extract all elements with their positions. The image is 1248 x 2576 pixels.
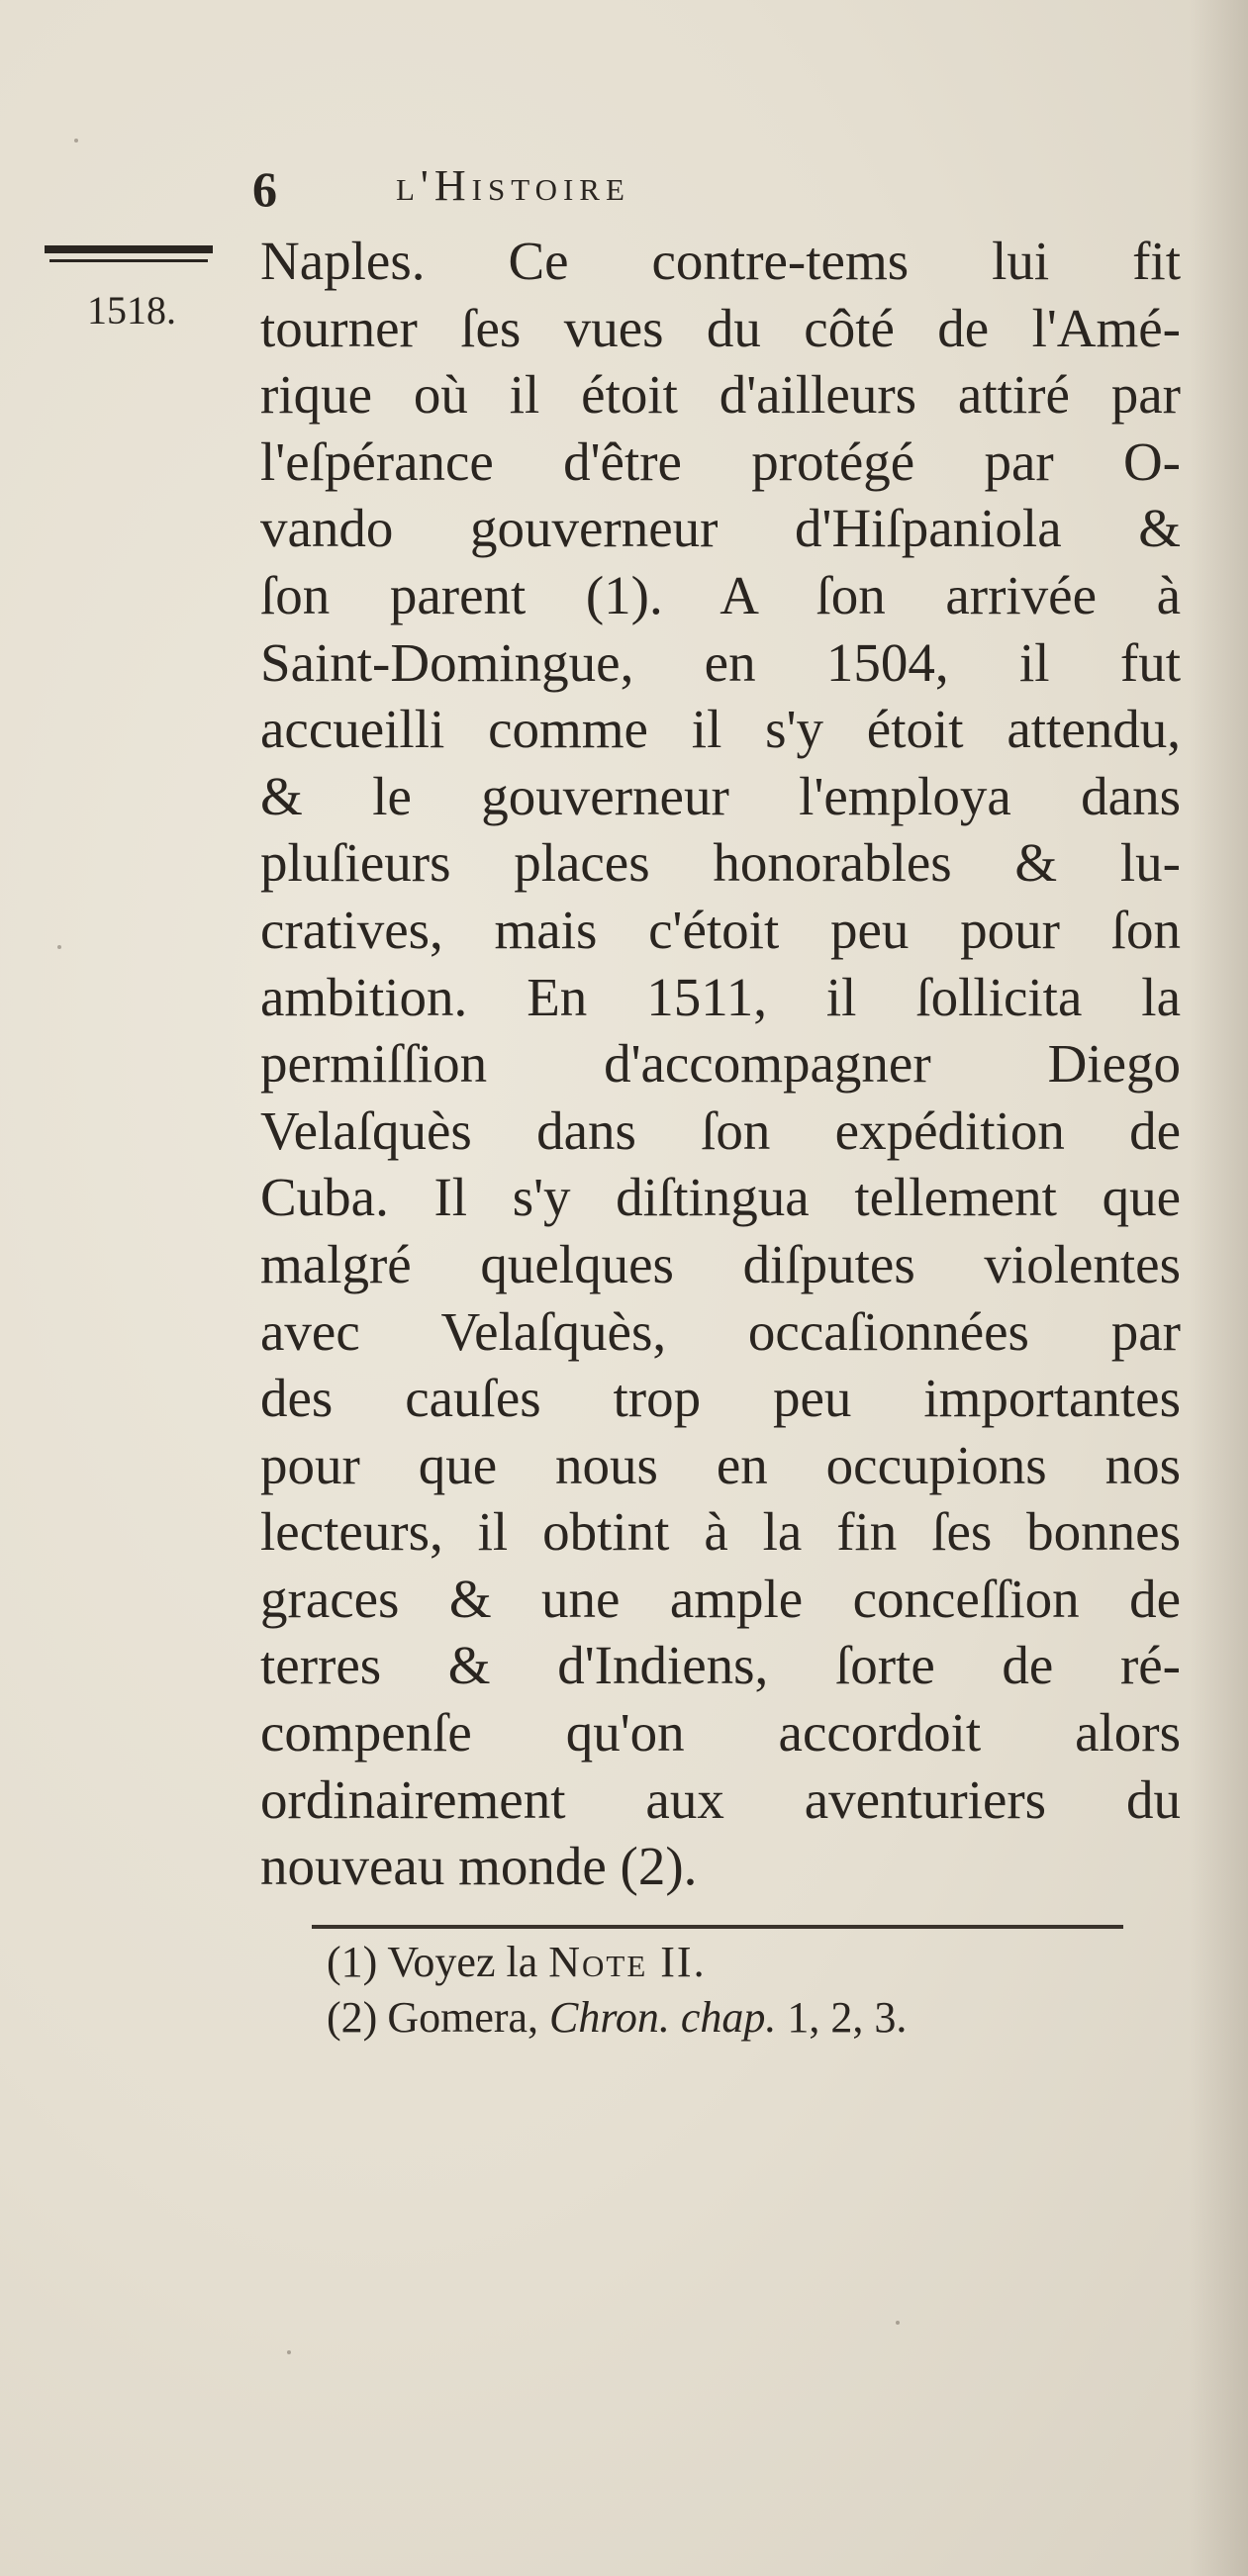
- text-line: Velaſquès dans ſon expédition de: [260, 1099, 1181, 1161]
- footnote-reference: Note II.: [548, 1938, 707, 1986]
- text-line: ambition. En 1511, il ſollicita la: [260, 966, 1181, 1027]
- footnote-1: [327, 1935, 1138, 1990]
- text-line: cratives, mais c'étoit peu pour ſon: [260, 899, 1181, 960]
- text-line: malgré quelques diſputes violentes: [260, 1233, 1181, 1294]
- paper-speck: [287, 2350, 291, 2354]
- text-line: avec Velaſquès, occaſionnées par: [260, 1300, 1181, 1362]
- footnote-number: (2): [327, 1993, 378, 2042]
- footnote-number: (1): [327, 1938, 378, 1986]
- text-line: pour que nous en occupions nos: [260, 1434, 1181, 1495]
- text-line: Cuba. Il s'y diſtingua tellement que: [260, 1167, 1181, 1228]
- running-head: l'Histoire: [396, 161, 630, 210]
- text-line: permiſſion d'accompagner Diego: [260, 1033, 1181, 1095]
- text-line: des cauſes trop peu importantes: [260, 1368, 1181, 1429]
- text-line: Saint-Domingue, en 1504, il fut: [260, 631, 1181, 693]
- text-line: Naples. Ce contre-tems lui fit: [260, 231, 1181, 291]
- text-line: lecteurs, il obtint à la fin ſes bonnes: [260, 1501, 1181, 1563]
- footnote-chapters: 1, 2, 3.: [776, 1993, 908, 2042]
- text-line: tourner ſes vues du côté de l'Amé-: [260, 297, 1181, 358]
- footnote-text: Voyez la: [387, 1938, 549, 1986]
- page-number: 6: [252, 161, 284, 217]
- margin-rule: [45, 245, 213, 253]
- text-line: vando gouverneur d'Hiſpaniola &: [260, 498, 1181, 559]
- page-header: [252, 160, 985, 220]
- footnote-citation: Chron. chap.: [549, 1993, 777, 2042]
- text-line: l'eſpérance d'être protégé par O-: [260, 430, 1181, 492]
- paper-speck: [74, 139, 78, 143]
- text-line: ordinairement aux aventuriers du: [260, 1768, 1181, 1830]
- paper-speck: [896, 2321, 900, 2325]
- text-line: & le gouverneur l'employa dans: [260, 765, 1181, 826]
- text-line: terres & d'Indiens, ſorte de ré-: [260, 1635, 1181, 1696]
- footnotes: [327, 1935, 1138, 2046]
- text-line: ſon parent (1). A ſon arrivée à: [260, 564, 1181, 625]
- text-line: graces & une ample conceſſion de: [260, 1568, 1181, 1629]
- text-line: nouveau monde (2).: [260, 1836, 698, 1897]
- body-text: [260, 228, 1181, 1900]
- footnote-rule: [312, 1925, 1123, 1929]
- paper-speck: [57, 945, 61, 949]
- text-line: rique où il étoit d'ailleurs attiré par: [260, 364, 1181, 426]
- text-line: accueilli comme il s'y étoit attendu,: [260, 699, 1181, 760]
- footnote-text: Gomera,: [387, 1993, 550, 2042]
- margin-rule-thin: [49, 259, 208, 262]
- text-line: compenſe qu'on accordoit alors: [260, 1702, 1181, 1764]
- text-line: pluſieurs places honorables & lu-: [260, 832, 1181, 894]
- footnote-2: [327, 1990, 1138, 2046]
- margin-year: 1518.: [87, 288, 176, 333]
